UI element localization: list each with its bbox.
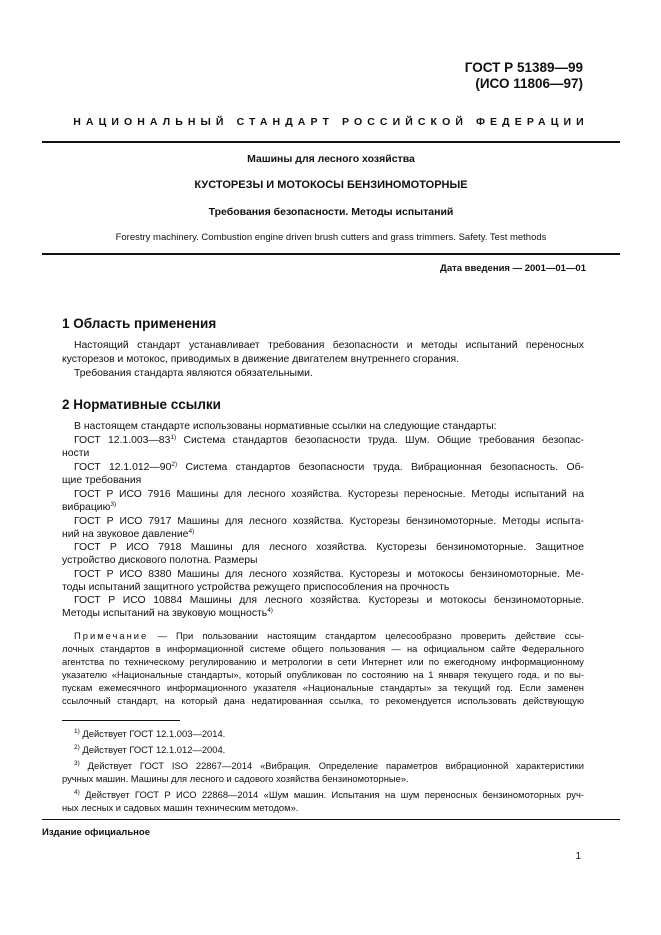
page-number: 1 bbox=[575, 851, 581, 862]
reference-item bbox=[62, 434, 584, 447]
reference-cont: устройство дискового полотна. Размеры bbox=[62, 555, 258, 566]
footer-rule bbox=[42, 819, 620, 820]
edition-label: Издание официальное bbox=[42, 827, 150, 838]
english-title: Forestry machinery. Combustion engine driven brush cutters and grass trimmers. Safety. Test methods bbox=[115, 232, 547, 243]
national-standard-title: НАЦИОНАЛЬНЫЙ СТАНДАРТ РОССИЙСКОЙ ФЕДЕРАЦИИ bbox=[73, 116, 589, 128]
note-line: Примечание — При пользовании настоящим стандартом целесообразно проверить действие ссы- bbox=[74, 630, 584, 641]
footnote-ref: 4) bbox=[188, 528, 195, 535]
top-rule bbox=[42, 141, 620, 143]
note-line: лочных стандартов в информационной системе общего пользования — на официальном сайте Федерального bbox=[62, 643, 584, 654]
footnote: $^{4)}$ Действует ГОСТ Р ИСО 22868—2014 «Шум машин. Испытания на шум переносных бензиномоторных руч- bbox=[74, 789, 584, 800]
reference-cont: щие требования bbox=[62, 475, 142, 486]
iso-number: (ИСО 11806—97) bbox=[475, 76, 583, 91]
reference-cont: ности bbox=[62, 448, 90, 459]
standard-main-title: КУСТОРЕЗЫ И МОТОКОСЫ БЕНЗИНОМОТОРНЫЕ bbox=[194, 179, 468, 191]
references-intro: В настоящем стандарте использованы нормативные ссылки на следующие стандарты: bbox=[74, 421, 497, 432]
note-line: указателю «Национальные стандарты», который опубликован по состоянию на 1 января текущего года, и по вы- bbox=[62, 669, 584, 680]
reference-item: ГОСТ Р ИСО 10884 Машины для лесного хозяйства. Кусторезы и мотокосы бензиномоторные. bbox=[74, 595, 584, 606]
document-code-block bbox=[465, 60, 583, 92]
footnote-cont: ных лесных и садовых машин техническим методом». bbox=[62, 802, 299, 813]
reference-cont: тоды испытаний защитного устройства режущего приспособления на прочность bbox=[62, 582, 450, 593]
standard-subtitle: Требования безопасности. Методы испытаний bbox=[208, 206, 454, 218]
section-1-line: кусторезов и мотокос, приводимых в движение двигателем внутреннего сгорания. bbox=[62, 354, 460, 365]
reference-item: ГОСТ Р ИСО 8380 Машины для лесного хозяйства. Кусторезы и мотокосы бензиномоторные. Ме- bbox=[74, 569, 584, 580]
section-1-heading: 1 Область применения bbox=[62, 316, 217, 331]
footnote: $^{3)}$ Действует ГОСТ ISO 22867—2014 «Вибрация. Определение параметров вибрационной характеристики bbox=[74, 760, 584, 771]
reference-item bbox=[62, 461, 584, 474]
footnote-separator bbox=[62, 720, 180, 721]
footnote-ref: 4) bbox=[267, 607, 273, 614]
note-line: пускам ежемесячного информационного указателя «Национальные стандарты» за текущий год. Если заменен bbox=[62, 682, 584, 693]
reference-item: ГОСТ Р ИСО 7918 Машины для лесного хозяйства. Кусторезы бензиномоторные. Защитное bbox=[74, 542, 584, 553]
reference-item: ГОСТ Р ИСО 7916 Машины для лесного хозяйства. Кусторезы переносные. Методы испытаний на bbox=[74, 489, 584, 500]
note-label: Примечание bbox=[74, 630, 149, 641]
footnote-ref: 3) bbox=[110, 501, 117, 508]
title-rule bbox=[42, 253, 620, 255]
reference-cont: вибрацию$^{3)}$ bbox=[62, 501, 117, 513]
reference-cont: Методы испытаний на звуковую мощность$^{4)}$ bbox=[62, 607, 273, 619]
standard-subject: Машины для лесного хозяйства bbox=[247, 153, 415, 165]
reference-code: ГОСТ 12.1.012—90 bbox=[74, 462, 172, 473]
note-line: ссылочный стандарт, на который дана недатированная ссылка, то рекомендуется использовать действующую bbox=[62, 695, 584, 706]
standard-number: ГОСТ Р 51389—99 bbox=[464, 60, 583, 75]
reference-cont: ний на звуковое давление$^{4)}$ bbox=[62, 528, 195, 540]
footnote-ref: 2) bbox=[171, 461, 178, 468]
reference-item: ГОСТ Р ИСО 7917 Машины для лесного хозяйства. Кусторезы бензиномоторные. Методы испыта- bbox=[74, 516, 584, 527]
footnote-ref: 1) bbox=[170, 434, 177, 441]
note-line: агентства по техническому регулированию и метрологии в сети Интернет или по ежегодному информационному bbox=[62, 656, 584, 667]
introduction-date: Дата введения — 2001—01—01 bbox=[440, 263, 586, 274]
section-1-line: Настоящий стандарт устанавливает требования безопасности и методы испытаний переносных bbox=[74, 340, 584, 351]
reference-text: Система стандартов безопасности труда. Вибрационная безопасность. Об- bbox=[177, 462, 584, 473]
footnote: $^{2)}$ Действует ГОСТ 12.1.012—2004. bbox=[74, 744, 226, 755]
reference-code: ГОСТ 12.1.003—83 bbox=[74, 435, 171, 446]
footnote: $^{1)}$ Действует ГОСТ 12.1.003—2014. bbox=[74, 728, 226, 739]
reference-text: Система стандартов безопасности труда. Шум. Общие требования безопас- bbox=[176, 435, 585, 446]
section-2-heading: 2 Нормативные ссылки bbox=[62, 397, 221, 412]
section-1-line: Требования стандарта являются обязательными. bbox=[74, 368, 313, 379]
footnote-cont: ручных машин. Машины для лесного и садового хозяйства бензиномоторные». bbox=[62, 773, 409, 784]
